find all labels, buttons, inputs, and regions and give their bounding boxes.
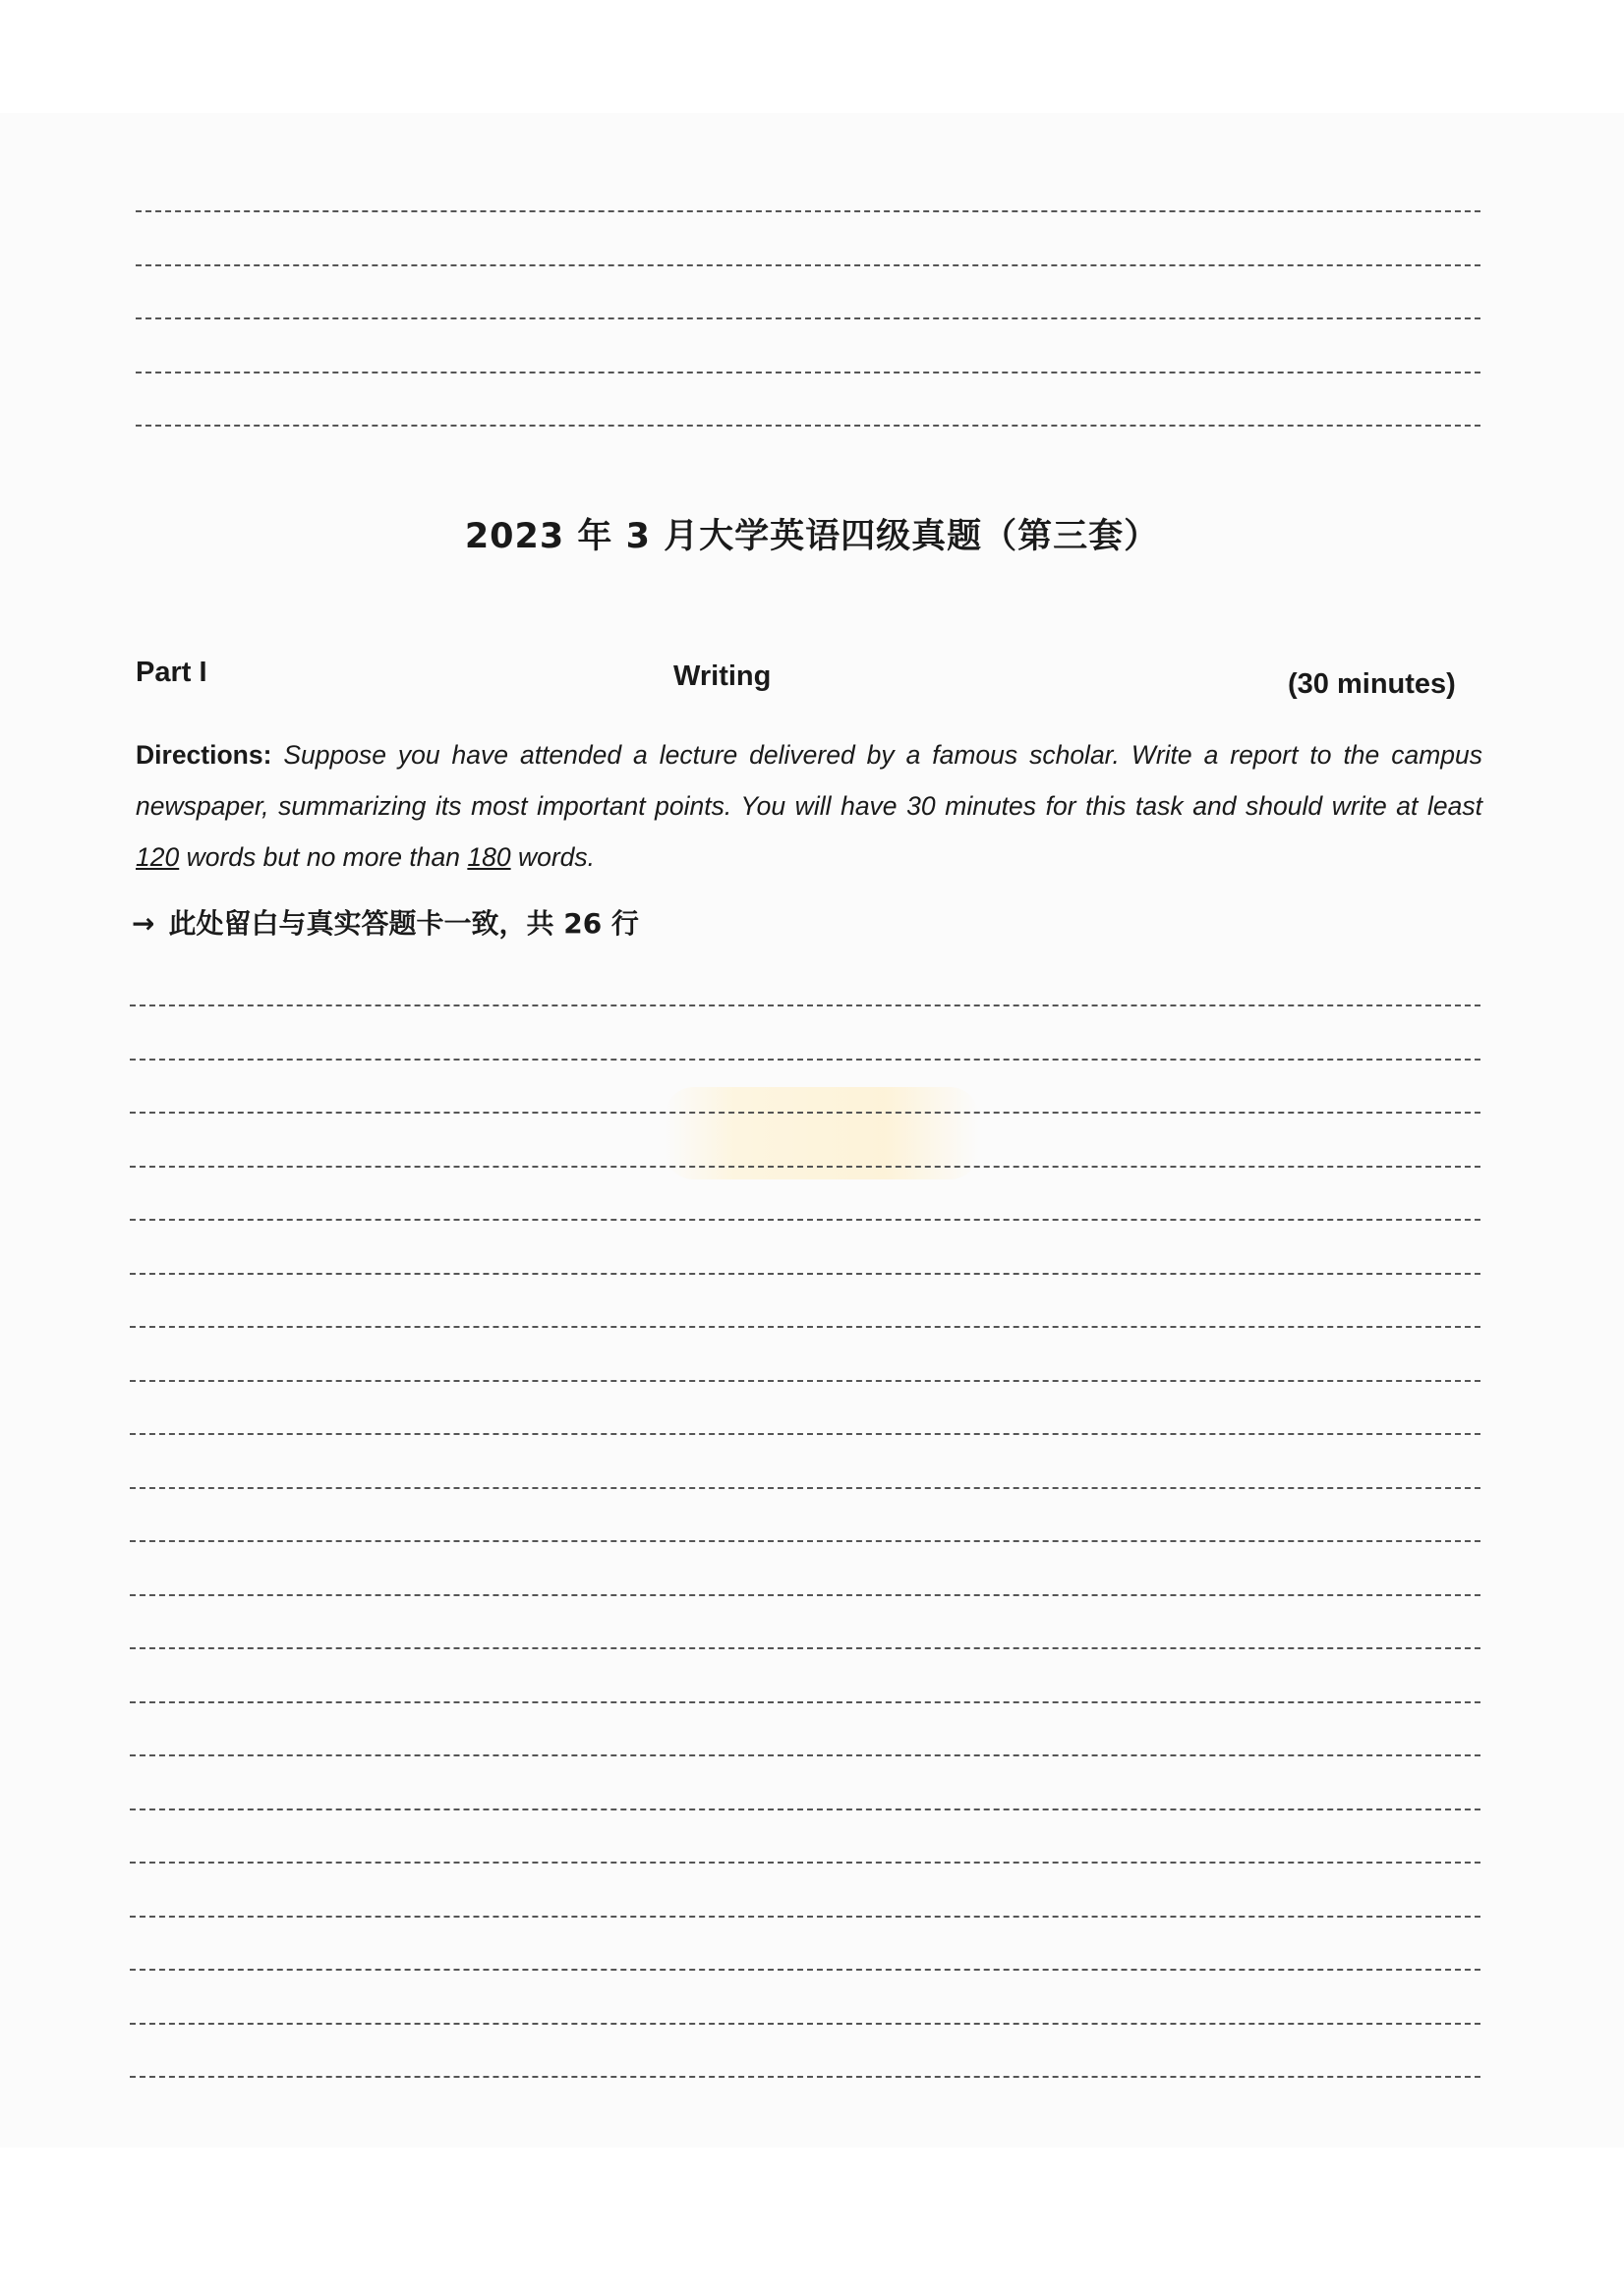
answer-line — [130, 1328, 1480, 1382]
section-title: Writing — [673, 660, 772, 692]
answer-line — [130, 1435, 1480, 1489]
answer-line — [130, 1275, 1480, 1329]
answer-lines-top — [136, 210, 1480, 427]
part-label: Part I — [136, 657, 207, 688]
directions-text-part: words but no more than — [179, 842, 468, 872]
answer-line — [130, 1649, 1480, 1703]
answer-line — [130, 1221, 1480, 1275]
answer-line — [136, 212, 1480, 266]
answer-line — [130, 1061, 1480, 1115]
answer-line — [136, 373, 1480, 428]
min-word-count: 120 — [136, 842, 180, 872]
answer-line — [130, 1703, 1480, 1757]
answer-line — [130, 1918, 1480, 1972]
note-text: 此处留白与真实答题卡一致，共 26 行 — [168, 907, 639, 940]
answer-line — [130, 1756, 1480, 1810]
directions-text — [136, 740, 1482, 872]
time-limit: (30 minutes) — [1288, 668, 1456, 700]
directions-label: Directions: — [136, 740, 272, 770]
answer-line — [130, 1971, 1480, 2025]
answer-line — [130, 2025, 1480, 2079]
directions-text-part: Suppose you have attended a lecture delivered by a famous scholar. Write a report to the campus newspaper, summarizing its most important points. You will have 30 minutes for this task and should write at least — [136, 740, 1482, 821]
answer-line — [130, 1382, 1480, 1436]
exam-title: 2023 年 3 月大学英语四级真题（第三套） — [464, 517, 1160, 556]
answer-line — [136, 266, 1480, 320]
arrow-right-icon: → — [132, 907, 155, 940]
answer-line — [130, 1006, 1480, 1061]
directions-text-part: words. — [510, 842, 595, 872]
answer-line — [130, 1542, 1480, 1596]
answer-line — [136, 319, 1480, 373]
directions — [136, 729, 1482, 883]
max-word-count: 180 — [467, 842, 511, 872]
answer-line — [130, 1810, 1480, 1865]
answer-line — [130, 1596, 1480, 1650]
answer-area-note — [132, 902, 639, 942]
answer-line — [130, 1864, 1480, 1918]
answer-line — [130, 1489, 1480, 1543]
answer-line — [130, 1114, 1480, 1168]
answer-lines-bottom — [130, 1004, 1480, 2078]
answer-line — [130, 1168, 1480, 1222]
